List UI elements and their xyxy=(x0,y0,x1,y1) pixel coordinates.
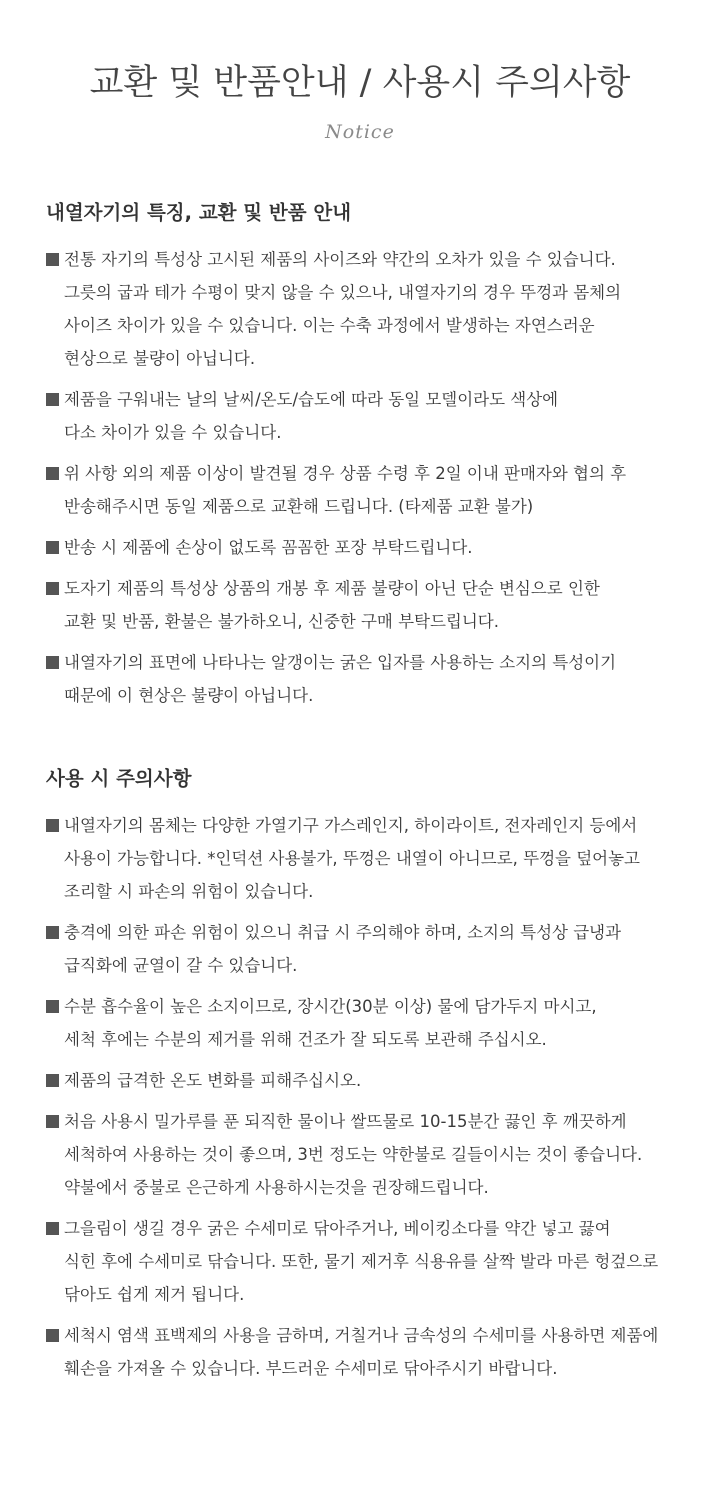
notice-item-line: 세척 후에는 수분의 제거를 위해 건조가 잘 되도록 보관해 주십시오. xyxy=(64,1030,547,1049)
square-bullet-icon xyxy=(46,1000,59,1013)
notice-item-line: 그릇의 굽과 테가 수평이 맞지 않을 수 있으나, 내열자기의 경우 뚜껑과 몸체의 xyxy=(64,283,622,302)
square-bullet-icon xyxy=(46,819,59,832)
notice-item xyxy=(46,457,706,523)
notice-item-line: 제품을 구워내는 날의 날씨/온도/습도에 따라 동일 모델이라도 색상에 xyxy=(64,390,559,409)
section-heading: 내열자기의 특징, 교환 및 반품 안내 xyxy=(46,201,352,224)
notice-item-line: 식힌 후에 수세미로 닦습니다. 또한, 물기 제거후 식용유를 살짝 발라 마른 헝겊으로 xyxy=(64,1252,659,1271)
notice-item-line: 충격에 의한 파손 위험이 있으니 취급 시 주의해야 하며, 소지의 특성상 급냉과 xyxy=(64,923,622,942)
notice-item-line: 사이즈 차이가 있을 수 있습니다. 이는 수축 과정에서 발생하는 자연스러운 xyxy=(64,316,595,335)
notice-item xyxy=(46,1064,706,1097)
square-bullet-icon xyxy=(46,926,59,939)
square-bullet-icon xyxy=(46,1222,59,1235)
notice-item-line: 세척시 염색 표백제의 사용을 금하며, 거칠거나 금속성의 수세미를 사용하면 제품에 xyxy=(64,1326,659,1345)
square-bullet-icon xyxy=(46,467,59,480)
notice-item-line: 내열자기의 몸체는 다양한 가열기구 가스레인지, 하이라이트, 전자레인지 등에서 xyxy=(64,816,638,835)
section-usage-caution xyxy=(46,763,706,1393)
notice-item-line: 도자기 제품의 특성상 상품의 개봉 후 제품 불량이 아닌 단순 변심으로 인한 xyxy=(64,579,600,598)
square-bullet-icon xyxy=(46,1074,59,1087)
notice-item xyxy=(46,1105,706,1204)
notice-item xyxy=(46,383,706,449)
notice-item-line: 반송해주시면 동일 제품으로 교환해 드립니다. (타제품 교환 불가) xyxy=(64,497,534,516)
notice-item-line: 위 사항 외의 제품 이상이 발견될 경우 상품 수령 후 2일 이내 판매자와 협의 후 xyxy=(64,464,627,483)
notice-item-line: 전통 자기의 특성상 고시된 제품의 사이즈와 약간의 오차가 있을 수 있습니다. xyxy=(64,250,616,269)
section-heading: 사용 시 주의사항 xyxy=(46,767,192,790)
square-bullet-icon xyxy=(46,393,59,406)
notice-item xyxy=(46,1319,706,1385)
notice-item xyxy=(46,572,706,638)
notice-item-line: 약불에서 중불로 은근하게 사용하시는것을 권장해드립니다. xyxy=(64,1178,489,1197)
notice-list xyxy=(46,243,706,712)
notice-item-line: 세척하여 사용하는 것이 좋으며, 3번 정도는 약한불로 길들이시는 것이 좋습니다. xyxy=(64,1145,643,1164)
notice-item-line: 내열자기의 표면에 나타나는 알갱이는 굵은 입자를 사용하는 소지의 특성이기 xyxy=(64,653,617,672)
notice-item xyxy=(46,916,706,982)
square-bullet-icon xyxy=(46,582,59,595)
notice-item xyxy=(46,243,706,375)
notice-item-line: 조리할 시 파손의 위험이 있습니다. xyxy=(64,882,314,901)
notice-item-line: 사용이 가능합니다. *인덕션 사용불가, 뚜껑은 내열이 아니므로, 뚜껑을 덮어놓고 xyxy=(64,849,640,868)
notice-item-line: 수분 흡수율이 높은 소지이므로, 장시간(30분 이상) 물에 담가두지 마시고, xyxy=(64,997,597,1016)
notice-item xyxy=(46,809,706,908)
notice-item xyxy=(46,990,706,1056)
notice-item-line: 제품의 급격한 온도 변화를 피해주십시오. xyxy=(64,1071,362,1090)
notice-item-line: 현상으로 불량이 아닙니다. xyxy=(64,349,256,368)
square-bullet-icon xyxy=(46,253,59,266)
notice-list xyxy=(46,809,706,1385)
notice-item xyxy=(46,646,706,712)
notice-item xyxy=(46,1212,706,1311)
notice-item-line: 훼손을 가져올 수 있습니다. 부드러운 수세미로 닦아주시기 바랍니다. xyxy=(64,1359,558,1378)
square-bullet-icon xyxy=(46,656,59,669)
notice-item xyxy=(46,531,706,564)
notice-item-line: 처음 사용시 밀가루를 푼 되직한 물이나 쌀뜨물로 10-15분간 끓인 후 깨끗하게 xyxy=(64,1112,627,1131)
notice-item-line: 반송 시 제품에 손상이 없도록 꼼꼼한 포장 부탁드립니다. xyxy=(64,538,473,557)
notice-item-line: 급직화에 균열이 갈 수 있습니다. xyxy=(64,956,298,975)
page-subtitle: Notice xyxy=(325,121,395,143)
notice-item-line: 다소 차이가 있을 수 있습니다. xyxy=(64,423,282,442)
square-bullet-icon xyxy=(46,1115,59,1128)
square-bullet-icon xyxy=(46,541,59,554)
notice-item-line: 교환 및 반품, 환불은 불가하오니, 신중한 구매 부탁드립니다. xyxy=(64,612,499,631)
notice-item-line: 때문에 이 현상은 불량이 아닙니다. xyxy=(64,686,314,705)
notice-item-line: 그을림이 생길 경우 굵은 수세미로 닦아주거나, 베이킹소다를 약간 넣고 끓여 xyxy=(64,1219,611,1238)
section-exchange-return xyxy=(46,197,706,720)
square-bullet-icon xyxy=(46,1329,59,1342)
page-title: 교환 및 반품안내 / 사용시 주의사항 xyxy=(89,63,631,103)
notice-item-line: 닦아도 쉽게 제거 됩니다. xyxy=(64,1285,245,1304)
